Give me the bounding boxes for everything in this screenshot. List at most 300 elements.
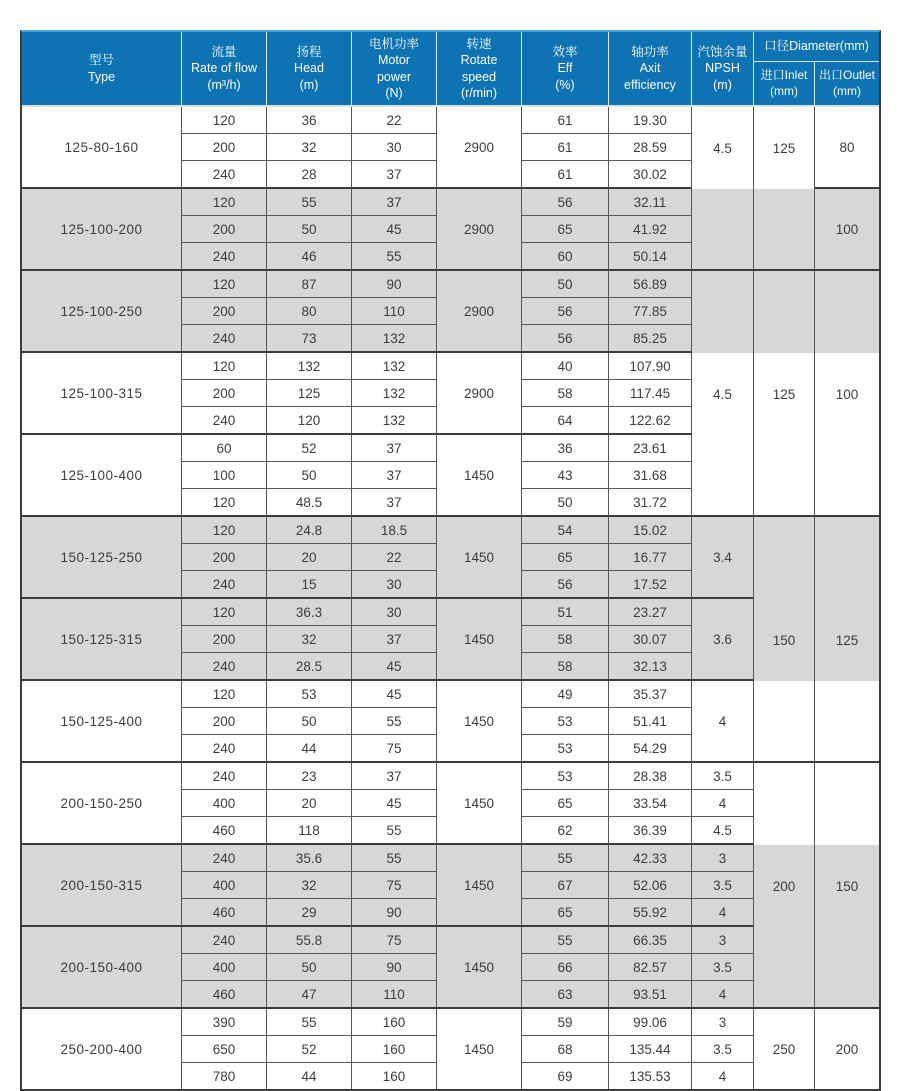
flow-cell: 120 xyxy=(182,599,267,626)
flow-cell: 240 xyxy=(182,243,267,271)
head-cell: 53 xyxy=(267,681,352,708)
head-cell: 80 xyxy=(267,298,352,325)
flow-cell: 200 xyxy=(182,216,267,243)
axit-cell: 30.07 xyxy=(609,626,692,653)
header-line: (mm) xyxy=(833,83,861,98)
head-cell: 87 xyxy=(267,271,352,298)
inlet-cell xyxy=(754,517,815,599)
type-cell: 200-150-315 xyxy=(22,845,182,927)
flow-cell: 120 xyxy=(182,353,267,380)
speed-cell: 1450 xyxy=(437,927,522,1009)
header-line: (m³/h) xyxy=(207,77,241,92)
power-cell: 160 xyxy=(352,1063,437,1089)
npsh-cell: 4 xyxy=(692,681,754,763)
head-cell: 73 xyxy=(267,325,352,353)
flow-cell: 240 xyxy=(182,927,267,954)
power-cell: 18.5 xyxy=(352,517,437,544)
flow-cell: 780 xyxy=(182,1063,267,1089)
header-line: 汽蚀余量 xyxy=(697,45,748,60)
npsh-cell: 4 xyxy=(692,981,754,1009)
head-cell: 15 xyxy=(267,571,352,599)
axit-cell: 55.92 xyxy=(609,899,692,927)
table-row xyxy=(22,189,879,216)
power-cell: 37 xyxy=(352,189,437,216)
outlet-cell xyxy=(815,927,879,1009)
speed-cell: 1450 xyxy=(437,435,522,517)
table-row xyxy=(22,599,879,626)
axit-cell: 28.59 xyxy=(609,134,692,161)
axit-cell: 23.61 xyxy=(609,435,692,462)
head-cell: 47 xyxy=(267,981,352,1009)
axit-cell: 33.54 xyxy=(609,790,692,817)
eff-cell: 56 xyxy=(522,189,609,216)
header-line: Rate of flow xyxy=(190,61,257,76)
eff-cell: 69 xyxy=(522,1063,609,1089)
axit-cell: 41.92 xyxy=(609,216,692,243)
type-cell: 125-80-160 xyxy=(22,107,182,189)
head-cell: 20 xyxy=(267,790,352,817)
axit-cell: 77.85 xyxy=(609,298,692,325)
outlet-cell xyxy=(815,271,879,353)
flow-cell: 120 xyxy=(182,189,267,216)
axit-cell: 42.33 xyxy=(609,845,692,872)
eff-cell: 65 xyxy=(522,790,609,817)
flow-cell: 240 xyxy=(182,325,267,353)
head-cell: 44 xyxy=(267,1063,352,1089)
flow-cell: 240 xyxy=(182,161,267,189)
header-line: 效率 xyxy=(552,45,578,60)
flow-cell: 240 xyxy=(182,407,267,435)
speed-cell: 2900 xyxy=(437,189,522,271)
head-cell: 120 xyxy=(267,407,352,435)
col-header-flow xyxy=(182,32,267,107)
outlet-cell xyxy=(815,681,879,763)
eff-cell: 54 xyxy=(522,517,609,544)
type-cell: 150-125-250 xyxy=(22,517,182,599)
power-cell: 37 xyxy=(352,489,437,517)
table-row xyxy=(22,353,879,380)
head-cell: 118 xyxy=(267,817,352,845)
flow-cell: 200 xyxy=(182,134,267,161)
outlet-cell: 80 xyxy=(815,107,879,189)
flow-cell: 240 xyxy=(182,763,267,790)
table-row xyxy=(22,107,879,134)
col-header-head xyxy=(267,32,352,107)
header-line: Rotate xyxy=(460,53,498,68)
eff-cell: 67 xyxy=(522,872,609,899)
type-cell: 125-100-250 xyxy=(22,271,182,353)
outlet-cell xyxy=(815,517,879,599)
power-cell: 22 xyxy=(352,544,437,571)
head-cell: 36.3 xyxy=(267,599,352,626)
axit-cell: 117.45 xyxy=(609,380,692,407)
header-line: (mm) xyxy=(770,83,798,98)
npsh-cell xyxy=(692,189,754,271)
eff-cell: 56 xyxy=(522,298,609,325)
npsh-cell: 4.5 xyxy=(692,817,754,845)
axit-cell: 32.11 xyxy=(609,189,692,216)
power-cell: 55 xyxy=(352,243,437,271)
flow-cell: 200 xyxy=(182,626,267,653)
type-cell: 150-125-400 xyxy=(22,681,182,763)
inlet-cell xyxy=(754,189,815,271)
col-header-diameter: 口径Diameter(mm) xyxy=(754,32,879,62)
head-cell: 28.5 xyxy=(267,653,352,681)
type-cell: 150-125-315 xyxy=(22,599,182,681)
power-cell: 90 xyxy=(352,954,437,981)
power-cell: 45 xyxy=(352,681,437,708)
flow-cell: 460 xyxy=(182,899,267,927)
eff-cell: 61 xyxy=(522,107,609,134)
header-line: (m) xyxy=(299,77,319,92)
speed-cell: 1450 xyxy=(437,517,522,599)
axit-cell: 30.02 xyxy=(609,161,692,189)
flow-cell: 650 xyxy=(182,1036,267,1063)
eff-cell: 58 xyxy=(522,653,609,681)
power-cell: 45 xyxy=(352,216,437,243)
inlet-cell: 150 xyxy=(754,599,815,681)
type-cell: 125-100-400 xyxy=(22,435,182,517)
table-row xyxy=(22,271,879,298)
flow-cell: 120 xyxy=(182,489,267,517)
flow-cell: 120 xyxy=(182,681,267,708)
inlet-cell xyxy=(754,271,815,353)
speed-cell: 2900 xyxy=(437,107,522,189)
speed-cell: 2900 xyxy=(437,271,522,353)
head-cell: 50 xyxy=(267,216,352,243)
flow-cell: 240 xyxy=(182,571,267,599)
outlet-cell xyxy=(815,435,879,517)
head-cell: 32 xyxy=(267,626,352,653)
pump-spec-table xyxy=(20,30,881,1091)
axit-cell: 17.52 xyxy=(609,571,692,599)
axit-cell: 85.25 xyxy=(609,325,692,353)
axit-cell: 122.62 xyxy=(609,407,692,435)
head-cell: 46 xyxy=(267,243,352,271)
inlet-cell: 125 xyxy=(754,107,815,189)
power-cell: 45 xyxy=(352,790,437,817)
npsh-cell: 4 xyxy=(692,790,754,817)
head-cell: 32 xyxy=(267,134,352,161)
power-cell: 160 xyxy=(352,1036,437,1063)
power-cell: 160 xyxy=(352,1009,437,1036)
inlet-cell: 200 xyxy=(754,845,815,927)
npsh-cell: 3.6 xyxy=(692,599,754,681)
axit-cell: 135.53 xyxy=(609,1063,692,1089)
head-cell: 20 xyxy=(267,544,352,571)
head-cell: 50 xyxy=(267,954,352,981)
eff-cell: 55 xyxy=(522,927,609,954)
axit-cell: 35.37 xyxy=(609,681,692,708)
flow-cell: 60 xyxy=(182,435,267,462)
axit-cell: 19.30 xyxy=(609,107,692,134)
eff-cell: 60 xyxy=(522,243,609,271)
power-cell: 132 xyxy=(352,407,437,435)
eff-cell: 53 xyxy=(522,708,609,735)
speed-cell: 1450 xyxy=(437,845,522,927)
outlet-cell: 150 xyxy=(815,845,879,927)
eff-cell: 50 xyxy=(522,271,609,298)
power-cell: 55 xyxy=(352,708,437,735)
npsh-cell: 4.5 xyxy=(692,107,754,189)
axit-cell: 23.27 xyxy=(609,599,692,626)
col-header-axit-efficiency xyxy=(609,32,692,107)
axit-cell: 107.90 xyxy=(609,353,692,380)
head-cell: 48.5 xyxy=(267,489,352,517)
header-line: Axit xyxy=(639,61,661,76)
eff-cell: 40 xyxy=(522,353,609,380)
col-header-type xyxy=(22,32,182,107)
power-cell: 132 xyxy=(352,353,437,380)
head-cell: 28 xyxy=(267,161,352,189)
header-line: 电机功率 xyxy=(368,37,419,51)
flow-cell: 200 xyxy=(182,708,267,735)
inlet-cell: 125 xyxy=(754,353,815,435)
header-line: (N) xyxy=(385,85,403,100)
npsh-cell: 3.5 xyxy=(692,1036,754,1063)
head-cell: 36 xyxy=(267,107,352,134)
eff-cell: 64 xyxy=(522,407,609,435)
speed-cell: 1450 xyxy=(437,1009,522,1089)
axit-cell: 66.35 xyxy=(609,927,692,954)
npsh-cell: 4 xyxy=(692,1063,754,1089)
axit-cell: 15.02 xyxy=(609,517,692,544)
eff-cell: 56 xyxy=(522,325,609,353)
outlet-cell: 200 xyxy=(815,1009,879,1089)
power-cell: 45 xyxy=(352,653,437,681)
head-cell: 44 xyxy=(267,735,352,763)
table-header xyxy=(22,32,879,107)
header-line: Motor xyxy=(378,53,410,68)
eff-cell: 56 xyxy=(522,571,609,599)
eff-cell: 66 xyxy=(522,954,609,981)
eff-cell: 61 xyxy=(522,161,609,189)
col-header-motor-power xyxy=(352,32,437,107)
power-cell: 90 xyxy=(352,271,437,298)
head-cell: 55 xyxy=(267,1009,352,1036)
axit-cell: 31.72 xyxy=(609,489,692,517)
power-cell: 37 xyxy=(352,763,437,790)
flow-cell: 390 xyxy=(182,1009,267,1036)
head-cell: 50 xyxy=(267,708,352,735)
header-line: Head xyxy=(294,61,324,76)
eff-cell: 62 xyxy=(522,817,609,845)
outlet-cell: 100 xyxy=(815,189,879,271)
npsh-cell: 3.4 xyxy=(692,517,754,599)
flow-cell: 100 xyxy=(182,462,267,489)
flow-cell: 120 xyxy=(182,517,267,544)
header-line: efficiency xyxy=(624,77,676,92)
table-row xyxy=(22,1009,879,1036)
header-line: Eff xyxy=(557,61,573,76)
power-cell: 75 xyxy=(352,735,437,763)
npsh-cell: 3 xyxy=(692,845,754,872)
eff-cell: 43 xyxy=(522,462,609,489)
flow-cell: 120 xyxy=(182,107,267,134)
axit-cell: 50.14 xyxy=(609,243,692,271)
axit-cell: 52.06 xyxy=(609,872,692,899)
power-cell: 110 xyxy=(352,298,437,325)
head-cell: 23 xyxy=(267,763,352,790)
power-cell: 75 xyxy=(352,927,437,954)
eff-cell: 49 xyxy=(522,681,609,708)
flow-cell: 460 xyxy=(182,817,267,845)
inlet-cell xyxy=(754,435,815,517)
flow-cell: 200 xyxy=(182,380,267,407)
head-cell: 125 xyxy=(267,380,352,407)
eff-cell: 58 xyxy=(522,380,609,407)
speed-cell: 1450 xyxy=(437,599,522,681)
power-cell: 37 xyxy=(352,435,437,462)
axit-cell: 82.57 xyxy=(609,954,692,981)
table-row xyxy=(22,927,879,954)
npsh-cell: 3.5 xyxy=(692,954,754,981)
table-body xyxy=(22,107,879,1089)
flow-cell: 240 xyxy=(182,845,267,872)
eff-cell: 68 xyxy=(522,1036,609,1063)
type-cell: 250-200-400 xyxy=(22,1009,182,1089)
npsh-cell: 3 xyxy=(692,927,754,954)
head-cell: 52 xyxy=(267,435,352,462)
header-line: (%) xyxy=(555,77,575,92)
header-line: 扬程 xyxy=(296,45,322,60)
power-cell: 55 xyxy=(352,817,437,845)
eff-cell: 65 xyxy=(522,544,609,571)
inlet-cell xyxy=(754,763,815,845)
col-header-rotate-speed xyxy=(437,32,522,107)
table-row xyxy=(22,517,879,544)
header-line: 出口Outlet xyxy=(818,67,876,82)
header-line: 转速 xyxy=(466,37,492,51)
header-line: (r/min) xyxy=(460,85,498,100)
axit-cell: 99.06 xyxy=(609,1009,692,1036)
head-cell: 32 xyxy=(267,872,352,899)
eff-cell: 36 xyxy=(522,435,609,462)
outlet-cell xyxy=(815,763,879,845)
head-cell: 50 xyxy=(267,462,352,489)
axit-cell: 54.29 xyxy=(609,735,692,763)
speed-cell: 1450 xyxy=(437,763,522,845)
head-cell: 24.8 xyxy=(267,517,352,544)
header-line: Type xyxy=(87,69,116,84)
power-cell: 90 xyxy=(352,899,437,927)
axit-cell: 51.41 xyxy=(609,708,692,735)
power-cell: 75 xyxy=(352,872,437,899)
inlet-cell xyxy=(754,681,815,763)
table-row xyxy=(22,845,879,872)
header-line: 流量 xyxy=(211,45,237,60)
eff-cell: 53 xyxy=(522,735,609,763)
header-line: power xyxy=(376,69,412,84)
col-header-outlet xyxy=(815,62,879,107)
col-header-inlet xyxy=(754,62,815,107)
flow-cell: 200 xyxy=(182,544,267,571)
flow-cell: 200 xyxy=(182,298,267,325)
flow-cell: 240 xyxy=(182,653,267,681)
type-cell: 200-150-250 xyxy=(22,763,182,845)
axit-cell: 32.13 xyxy=(609,653,692,681)
flow-cell: 400 xyxy=(182,790,267,817)
power-cell: 37 xyxy=(352,161,437,189)
power-cell: 132 xyxy=(352,325,437,353)
eff-cell: 53 xyxy=(522,763,609,790)
npsh-cell xyxy=(692,271,754,353)
npsh-cell: 3 xyxy=(692,1009,754,1036)
eff-cell: 65 xyxy=(522,216,609,243)
table-row xyxy=(22,763,879,790)
power-cell: 30 xyxy=(352,571,437,599)
power-cell: 30 xyxy=(352,134,437,161)
axit-cell: 93.51 xyxy=(609,981,692,1009)
flow-cell: 460 xyxy=(182,981,267,1009)
eff-cell: 61 xyxy=(522,134,609,161)
speed-cell: 1450 xyxy=(437,681,522,763)
npsh-cell: 4.5 xyxy=(692,353,754,435)
npsh-cell: 4 xyxy=(692,899,754,927)
table-row xyxy=(22,681,879,708)
header-line: 进口Inlet xyxy=(760,67,808,82)
head-cell: 55 xyxy=(267,189,352,216)
head-cell: 52 xyxy=(267,1036,352,1063)
table-row xyxy=(22,435,879,462)
header-line: 轴功率 xyxy=(631,45,669,60)
outlet-cell: 100 xyxy=(815,353,879,435)
type-cell: 200-150-400 xyxy=(22,927,182,1009)
power-cell: 110 xyxy=(352,981,437,1009)
header-line: NPSH xyxy=(705,61,740,76)
header-line: (m) xyxy=(713,77,732,92)
axit-cell: 31.68 xyxy=(609,462,692,489)
head-cell: 132 xyxy=(267,353,352,380)
eff-cell: 63 xyxy=(522,981,609,1009)
head-cell: 35.6 xyxy=(267,845,352,872)
axit-cell: 36.39 xyxy=(609,817,692,845)
flow-cell: 120 xyxy=(182,271,267,298)
flow-cell: 400 xyxy=(182,872,267,899)
power-cell: 37 xyxy=(352,462,437,489)
inlet-cell xyxy=(754,927,815,1009)
power-cell: 37 xyxy=(352,626,437,653)
npsh-cell xyxy=(692,435,754,517)
npsh-cell: 3.5 xyxy=(692,872,754,899)
speed-cell: 2900 xyxy=(437,353,522,435)
axit-cell: 135.44 xyxy=(609,1036,692,1063)
eff-cell: 65 xyxy=(522,899,609,927)
header-line: 型号 xyxy=(88,53,114,68)
eff-cell: 58 xyxy=(522,626,609,653)
col-header-npsh xyxy=(692,32,754,107)
power-cell: 132 xyxy=(352,380,437,407)
type-cell: 125-100-200 xyxy=(22,189,182,271)
inlet-cell: 250 xyxy=(754,1009,815,1089)
power-cell: 22 xyxy=(352,107,437,134)
head-cell: 29 xyxy=(267,899,352,927)
axit-cell: 16.77 xyxy=(609,544,692,571)
eff-cell: 50 xyxy=(522,489,609,517)
header-line: speed xyxy=(461,69,497,84)
eff-cell: 51 xyxy=(522,599,609,626)
axit-cell: 28.38 xyxy=(609,763,692,790)
eff-cell: 59 xyxy=(522,1009,609,1036)
eff-cell: 55 xyxy=(522,845,609,872)
axit-cell: 56.89 xyxy=(609,271,692,298)
power-cell: 55 xyxy=(352,845,437,872)
outlet-cell: 125 xyxy=(815,599,879,681)
head-cell: 55.8 xyxy=(267,927,352,954)
type-cell: 125-100-315 xyxy=(22,353,182,435)
flow-cell: 240 xyxy=(182,735,267,763)
npsh-cell: 3.5 xyxy=(692,763,754,790)
